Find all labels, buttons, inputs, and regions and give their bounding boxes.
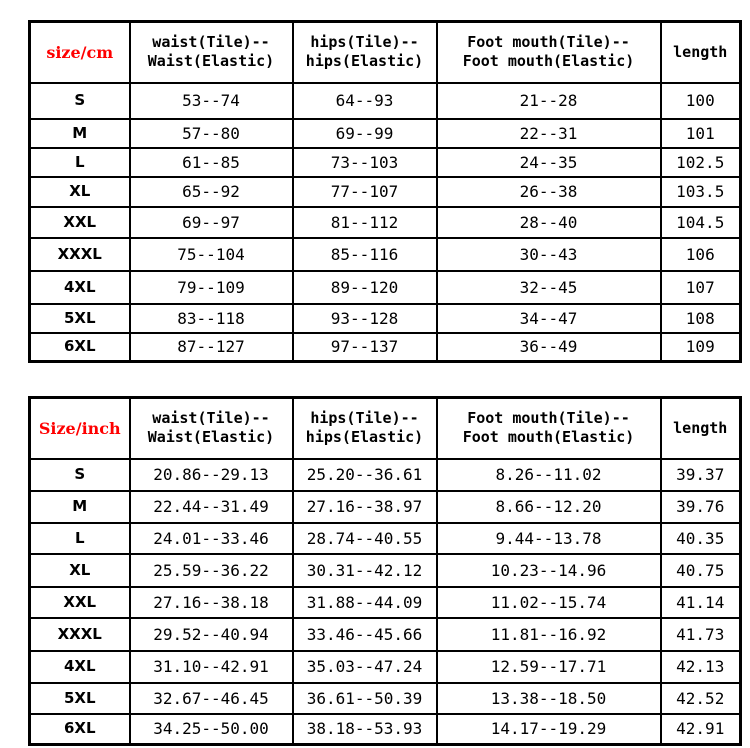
cell-size: 4XL [30, 651, 130, 683]
cell-foot-mouth: 12.59--17.71 [437, 651, 661, 683]
cell-size: 5XL [30, 683, 130, 714]
cell-length: 100 [661, 83, 741, 119]
table-row [30, 523, 741, 554]
cell-waist: 69--97 [130, 207, 293, 238]
column-header-hips: hips(Tile)-- hips(Elastic) [293, 398, 437, 459]
cell-length: 41.73 [661, 618, 741, 651]
cell-hips: 89--120 [293, 271, 437, 304]
column-header-foot-mouth: Foot mouth(Tile)-- Foot mouth(Elastic) [437, 398, 661, 459]
table-row [30, 271, 741, 304]
cell-foot-mouth: 34--47 [437, 304, 661, 333]
cell-size: L [30, 148, 130, 177]
cell-length: 40.75 [661, 554, 741, 587]
cell-hips: 31.88--44.09 [293, 587, 437, 618]
cell-length: 107 [661, 271, 741, 304]
table-row [30, 683, 741, 714]
table-row [30, 459, 741, 491]
cell-waist: 75--104 [130, 238, 293, 271]
cell-foot-mouth: 8.26--11.02 [437, 459, 661, 491]
cell-length: 39.76 [661, 491, 741, 523]
cell-size: M [30, 491, 130, 523]
cell-waist: 79--109 [130, 271, 293, 304]
cell-size: 6XL [30, 714, 130, 745]
cell-length: 39.37 [661, 459, 741, 491]
cell-foot-mouth: 11.02--15.74 [437, 587, 661, 618]
table-row [30, 83, 741, 119]
cell-length: 109 [661, 333, 741, 362]
cell-length: 42.13 [661, 651, 741, 683]
cell-hips: 25.20--36.61 [293, 459, 437, 491]
cell-foot-mouth: 9.44--13.78 [437, 523, 661, 554]
cell-waist: 31.10--42.91 [130, 651, 293, 683]
cell-length: 42.91 [661, 714, 741, 745]
table-row [30, 304, 741, 333]
cell-size: M [30, 119, 130, 148]
table-row [30, 333, 741, 362]
table-row [30, 491, 741, 523]
cell-length: 108 [661, 304, 741, 333]
cell-length: 103.5 [661, 177, 741, 207]
corner-label: Size/inch [30, 398, 130, 459]
column-header-hips: hips(Tile)-- hips(Elastic) [293, 22, 437, 83]
cell-size: XXL [30, 587, 130, 618]
table-row [30, 587, 741, 618]
table-row [30, 651, 741, 683]
size-chart-cm-table [28, 20, 742, 363]
cell-hips: 97--137 [293, 333, 437, 362]
table-row [30, 119, 741, 148]
cell-waist: 61--85 [130, 148, 293, 177]
table-row [30, 618, 741, 651]
cell-hips: 93--128 [293, 304, 437, 333]
cell-foot-mouth: 13.38--18.50 [437, 683, 661, 714]
cell-length: 40.35 [661, 523, 741, 554]
cell-hips: 85--116 [293, 238, 437, 271]
cell-foot-mouth: 14.17--19.29 [437, 714, 661, 745]
cell-foot-mouth: 10.23--14.96 [437, 554, 661, 587]
size-chart-inch-table [28, 396, 742, 746]
cell-foot-mouth: 28--40 [437, 207, 661, 238]
cell-foot-mouth: 26--38 [437, 177, 661, 207]
cell-length: 102.5 [661, 148, 741, 177]
cell-length: 42.52 [661, 683, 741, 714]
cell-waist: 34.25--50.00 [130, 714, 293, 745]
cell-size: S [30, 83, 130, 119]
cell-foot-mouth: 21--28 [437, 83, 661, 119]
cell-length: 101 [661, 119, 741, 148]
cell-hips: 28.74--40.55 [293, 523, 437, 554]
cell-size: XXL [30, 207, 130, 238]
column-header-foot-mouth: Foot mouth(Tile)-- Foot mouth(Elastic) [437, 22, 661, 83]
cell-waist: 24.01--33.46 [130, 523, 293, 554]
cell-hips: 30.31--42.12 [293, 554, 437, 587]
cell-hips: 81--112 [293, 207, 437, 238]
cell-waist: 83--118 [130, 304, 293, 333]
cell-foot-mouth: 32--45 [437, 271, 661, 304]
cell-length: 41.14 [661, 587, 741, 618]
cell-size: XXXL [30, 238, 130, 271]
cell-hips: 64--93 [293, 83, 437, 119]
cell-hips: 77--107 [293, 177, 437, 207]
cell-size: 6XL [30, 333, 130, 362]
table-row [30, 177, 741, 207]
cell-waist: 27.16--38.18 [130, 587, 293, 618]
column-header-waist: waist(Tile)-- Waist(Elastic) [130, 398, 293, 459]
table-row [30, 148, 741, 177]
header-row [30, 22, 741, 83]
cell-waist: 29.52--40.94 [130, 618, 293, 651]
cell-hips: 38.18--53.93 [293, 714, 437, 745]
table-row [30, 238, 741, 271]
cell-waist: 32.67--46.45 [130, 683, 293, 714]
cell-hips: 27.16--38.97 [293, 491, 437, 523]
column-header-waist: waist(Tile)-- Waist(Elastic) [130, 22, 293, 83]
header-row [30, 398, 741, 459]
cell-hips: 73--103 [293, 148, 437, 177]
cell-waist: 20.86--29.13 [130, 459, 293, 491]
cell-foot-mouth: 8.66--12.20 [437, 491, 661, 523]
table-row [30, 554, 741, 587]
cell-length: 106 [661, 238, 741, 271]
cell-foot-mouth: 24--35 [437, 148, 661, 177]
cell-waist: 87--127 [130, 333, 293, 362]
cell-size: 5XL [30, 304, 130, 333]
cell-hips: 33.46--45.66 [293, 618, 437, 651]
cell-foot-mouth: 30--43 [437, 238, 661, 271]
table-row [30, 207, 741, 238]
cell-size: XXXL [30, 618, 130, 651]
cell-size: XL [30, 554, 130, 587]
column-header-length: length [661, 22, 741, 83]
cell-hips: 69--99 [293, 119, 437, 148]
cell-size: 4XL [30, 271, 130, 304]
column-header-length: length [661, 398, 741, 459]
corner-label: size/cm [30, 22, 130, 83]
cell-waist: 65--92 [130, 177, 293, 207]
cell-waist: 57--80 [130, 119, 293, 148]
cell-hips: 35.03--47.24 [293, 651, 437, 683]
cell-size: XL [30, 177, 130, 207]
cell-foot-mouth: 11.81--16.92 [437, 618, 661, 651]
cell-foot-mouth: 36--49 [437, 333, 661, 362]
cell-waist: 53--74 [130, 83, 293, 119]
cell-waist: 25.59--36.22 [130, 554, 293, 587]
cell-length: 104.5 [661, 207, 741, 238]
cell-size: L [30, 523, 130, 554]
cell-foot-mouth: 22--31 [437, 119, 661, 148]
cell-waist: 22.44--31.49 [130, 491, 293, 523]
table-row [30, 714, 741, 745]
cell-hips: 36.61--50.39 [293, 683, 437, 714]
cell-size: S [30, 459, 130, 491]
